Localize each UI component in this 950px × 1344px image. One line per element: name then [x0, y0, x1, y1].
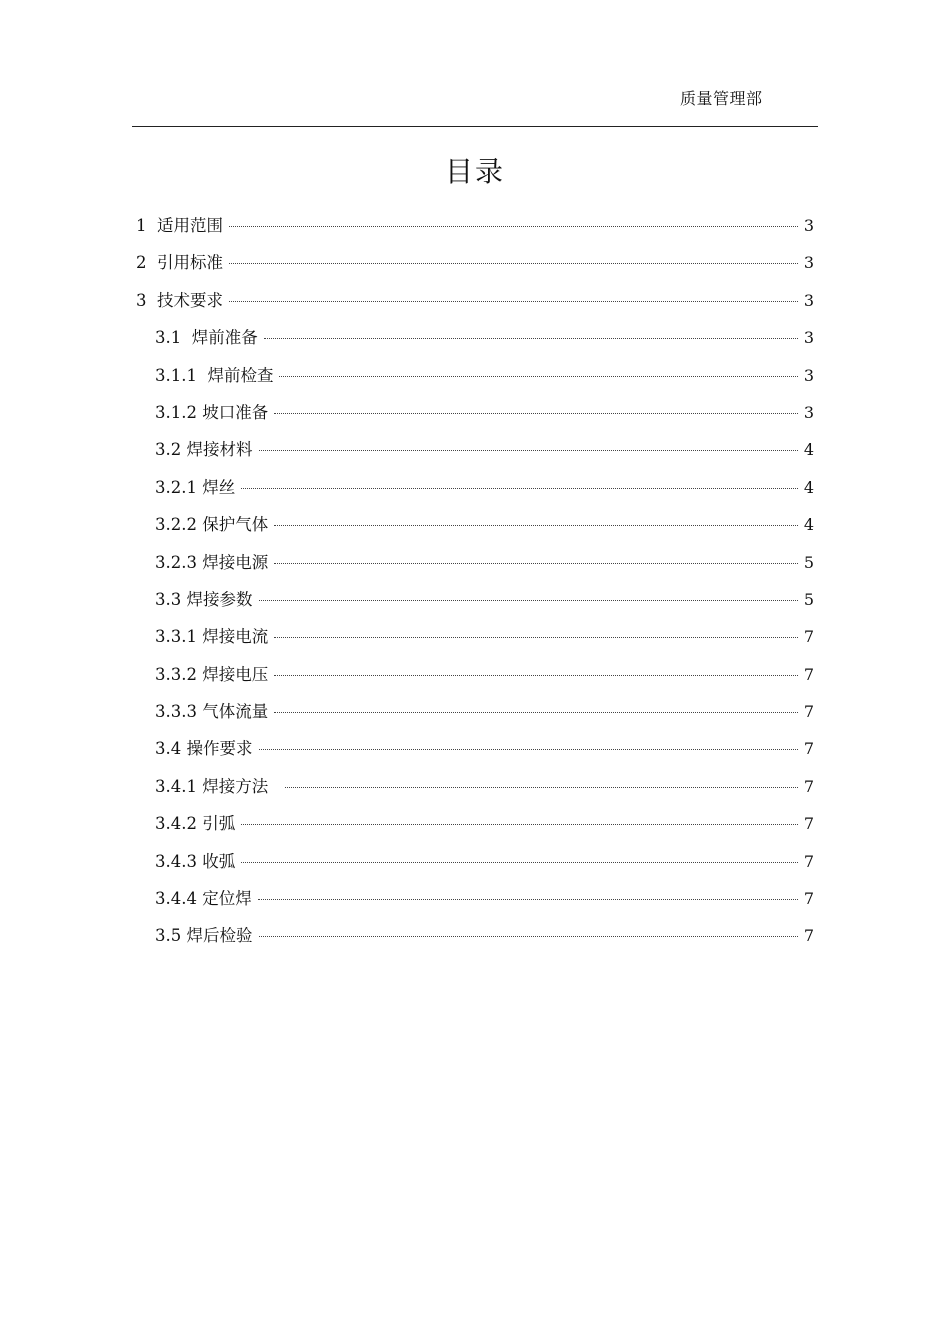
dot-leader — [274, 712, 798, 713]
toc-entry-label: 2 引用标准 — [136, 253, 223, 273]
toc-entry[interactable] — [132, 843, 814, 880]
toc-entry-page-number: 4 — [803, 477, 814, 497]
toc-entry[interactable] — [132, 730, 814, 767]
dot-leader — [274, 525, 798, 526]
toc-entry-page-number: 3 — [803, 216, 814, 235]
dot-leader — [229, 263, 798, 264]
toc-entry[interactable] — [132, 431, 814, 468]
toc-entry-page-number: 7 — [803, 926, 814, 946]
dot-leader — [274, 413, 798, 414]
toc-entry-label: 3 技术要求 — [136, 290, 223, 310]
toc-entry-page-number: 7 — [803, 851, 814, 871]
dot-leader — [259, 749, 798, 750]
toc-entry-label: 3.3 焊接参数 — [155, 589, 253, 609]
table-of-contents — [132, 207, 814, 955]
toc-entry[interactable] — [132, 693, 814, 730]
dot-leader — [285, 787, 798, 788]
header-department: 质量管理部 — [680, 89, 763, 108]
toc-entry-label: 3.2.1 焊丝 — [155, 477, 236, 497]
toc-entry[interactable] — [132, 506, 814, 543]
toc-entry[interactable] — [132, 656, 814, 693]
toc-entry[interactable] — [132, 880, 814, 917]
toc-entry-page-number: 3 — [803, 365, 814, 385]
dot-leader — [258, 899, 798, 900]
toc-entry-page-number: 7 — [803, 702, 814, 722]
toc-entry-label: 3.1 焊前准备 — [155, 328, 258, 348]
toc-entry-label: 3.1.2 坡口准备 — [155, 402, 269, 422]
dot-leader — [274, 637, 798, 638]
toc-entry[interactable] — [132, 207, 814, 244]
toc-entry-page-number: 3 — [803, 402, 814, 422]
toc-entry[interactable] — [132, 581, 814, 618]
toc-entry-page-number: 7 — [803, 664, 814, 684]
toc-entry-page-number: 7 — [803, 627, 814, 647]
toc-entry-label: 3.4 操作要求 — [155, 739, 253, 759]
toc-entry-page-number: 7 — [803, 739, 814, 759]
dot-leader — [259, 600, 798, 601]
toc-entry[interactable] — [132, 319, 814, 356]
toc-entry-label: 3.2 焊接材料 — [155, 440, 253, 460]
toc-entry-label: 3.4.1 焊接方法 — [155, 776, 279, 796]
toc-entry-label: 3.2.2 保护气体 — [155, 515, 269, 535]
toc-entry-page-number: 7 — [803, 776, 814, 796]
toc-entry[interactable] — [132, 768, 814, 805]
dot-leader — [241, 824, 798, 825]
dot-leader — [274, 563, 798, 564]
toc-entry-label: 3.5 焊后检验 — [155, 926, 253, 946]
toc-entry-page-number: 5 — [803, 589, 814, 609]
dot-leader — [229, 226, 798, 227]
dot-leader — [241, 488, 798, 489]
toc-entry-page-number: 4 — [803, 515, 814, 535]
toc-entry-page-number: 7 — [803, 889, 814, 909]
dot-leader — [259, 450, 798, 451]
toc-entry[interactable] — [132, 805, 814, 842]
toc-entry[interactable] — [132, 244, 814, 281]
toc-entry-page-number: 3 — [803, 328, 814, 348]
toc-entry[interactable] — [132, 357, 814, 394]
toc-entry-label: 3.3.1 焊接电流 — [155, 627, 269, 647]
toc-entry-label: 3.4.4 定位焊 — [155, 889, 252, 909]
dot-leader — [279, 376, 797, 377]
dot-leader — [241, 862, 798, 863]
toc-entry-page-number: 3 — [803, 253, 814, 273]
toc-entry-page-number: 3 — [803, 290, 814, 310]
toc-entry-label: 3.4.3 收弧 — [155, 851, 236, 871]
toc-entry-label: 1 适用范围 — [136, 216, 223, 235]
page-title: 目录 — [444, 155, 505, 188]
toc-entry[interactable] — [132, 618, 814, 655]
toc-entry-label: 3.4.2 引弧 — [155, 814, 236, 834]
toc-entry-page-number: 7 — [803, 814, 814, 834]
dot-leader — [274, 675, 798, 676]
toc-entry[interactable] — [132, 469, 814, 506]
dot-leader — [229, 301, 798, 302]
header-divider — [132, 126, 818, 127]
toc-entry-label: 3.3.3 气体流量 — [155, 702, 269, 722]
toc-entry-page-number: 4 — [803, 440, 814, 460]
toc-entry-page-number: 5 — [803, 552, 814, 572]
toc-entry-label: 3.2.3 焊接电源 — [155, 552, 269, 572]
toc-entry[interactable] — [132, 394, 814, 431]
toc-entry-label: 3.3.2 焊接电压 — [155, 664, 269, 684]
dot-leader — [259, 936, 798, 937]
toc-entry-label: 3.1.1 焊前检查 — [155, 365, 274, 385]
toc-entry[interactable] — [132, 917, 814, 954]
toc-entry[interactable] — [132, 544, 814, 581]
toc-entry[interactable] — [132, 282, 814, 319]
dot-leader — [264, 338, 798, 339]
